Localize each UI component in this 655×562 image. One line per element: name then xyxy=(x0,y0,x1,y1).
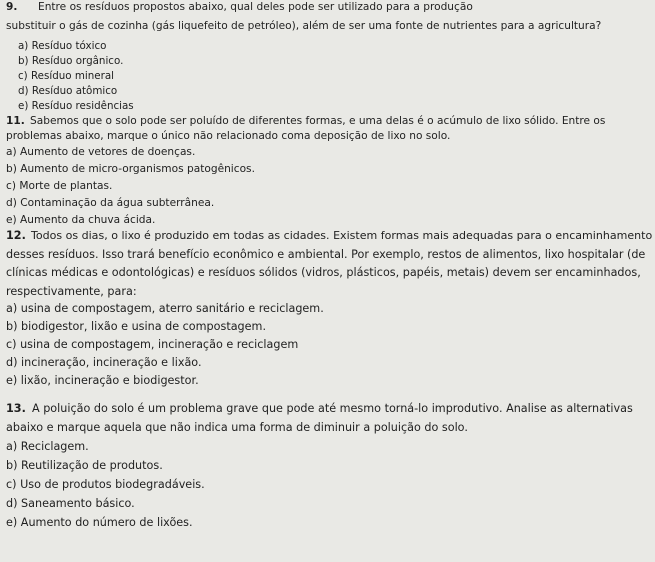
question-9-option-e: e) Resíduo residências xyxy=(18,100,134,112)
question-12-line-2: desses resíduos. Isso trará benefício econômico e ambiental. Por exemplo, restos de alimentos, lixo hospitalar (de xyxy=(6,248,646,261)
question-11-option-d: d) Contaminação da água subterrânea. xyxy=(6,197,215,209)
question-11-option-a: a) Aumento de vetores de doenças. xyxy=(6,146,196,158)
question-9-option-a: a) Resíduo tóxico xyxy=(18,40,107,52)
question-13-option-d: d) Saneamento básico. xyxy=(6,497,135,510)
question-12-line-3: clínicas médicas e odontológicas) e resíduos sólidos (vidros, plásticos, papéis, metais) devem ser encaminhados, xyxy=(6,266,641,279)
question-9-line-2: substituir o gás de cozinha (gás liquefeito de petróleo), além de ser uma fonte de nutrientes para a agricultura? xyxy=(6,20,602,32)
question-11-option-b: b) Aumento de micro-organismos patogênicos. xyxy=(6,163,255,175)
question-13-option-e: e) Aumento do número de lixões. xyxy=(6,516,193,529)
question-12-number: 12. xyxy=(6,229,26,242)
question-9-option-b: b) Resíduo orgânico. xyxy=(18,55,124,67)
question-9-number: 9. xyxy=(6,1,18,13)
question-11-line-2: problemas abaixo, marque o único não relacionado coma deposição de lixo no solo. xyxy=(6,130,451,142)
question-12-option-a: a) usina de compostagem, aterro sanitário e reciclagem. xyxy=(6,302,324,315)
question-11-option-c: c) Morte de plantas. xyxy=(6,180,113,192)
question-13-line-1: A poluição do solo é um problema grave que pode até mesmo torná-lo improdutivo. Analise as alternativas xyxy=(32,402,633,415)
question-11-number: 11. xyxy=(6,115,25,127)
question-12-line-1: Todos os dias, o lixo é produzido em todas as cidades. Existem formas mais adequadas para o encaminhamento xyxy=(31,229,653,242)
question-12-option-c: c) usina de compostagem, incineração e reciclagem xyxy=(6,338,299,351)
question-13-option-b: b) Reutilização de produtos. xyxy=(6,459,163,472)
question-13-option-c: c) Uso de produtos biodegradáveis. xyxy=(6,478,205,491)
question-12-option-d: d) incineração, incineração e lixão. xyxy=(6,356,202,369)
question-13-line-2: abaixo e marque aquela que não indica uma forma de diminuir a poluição do solo. xyxy=(6,421,468,434)
question-13-number: 13. xyxy=(6,402,26,415)
question-11-line-1: Sabemos que o solo pode ser poluído de diferentes formas, e uma delas é o acúmulo de lixo sólido. Entre os xyxy=(30,115,606,127)
question-13-option-a: a) Reciclagem. xyxy=(6,440,89,453)
question-12-line-4: respectivamente, para: xyxy=(6,285,137,298)
question-12-option-b: b) biodigestor, lixão e usina de compostagem. xyxy=(6,320,266,333)
question-12-option-e: e) lixão, incineração e biodigestor. xyxy=(6,374,199,387)
question-9-option-c: c) Resíduo mineral xyxy=(18,70,114,82)
question-9-option-d: d) Resíduo atômico xyxy=(18,85,118,97)
question-11-option-e: e) Aumento da chuva ácida. xyxy=(6,214,156,226)
question-9-line-1: Entre os resíduos propostos abaixo, qual deles pode ser utilizado para a produção xyxy=(38,1,473,13)
